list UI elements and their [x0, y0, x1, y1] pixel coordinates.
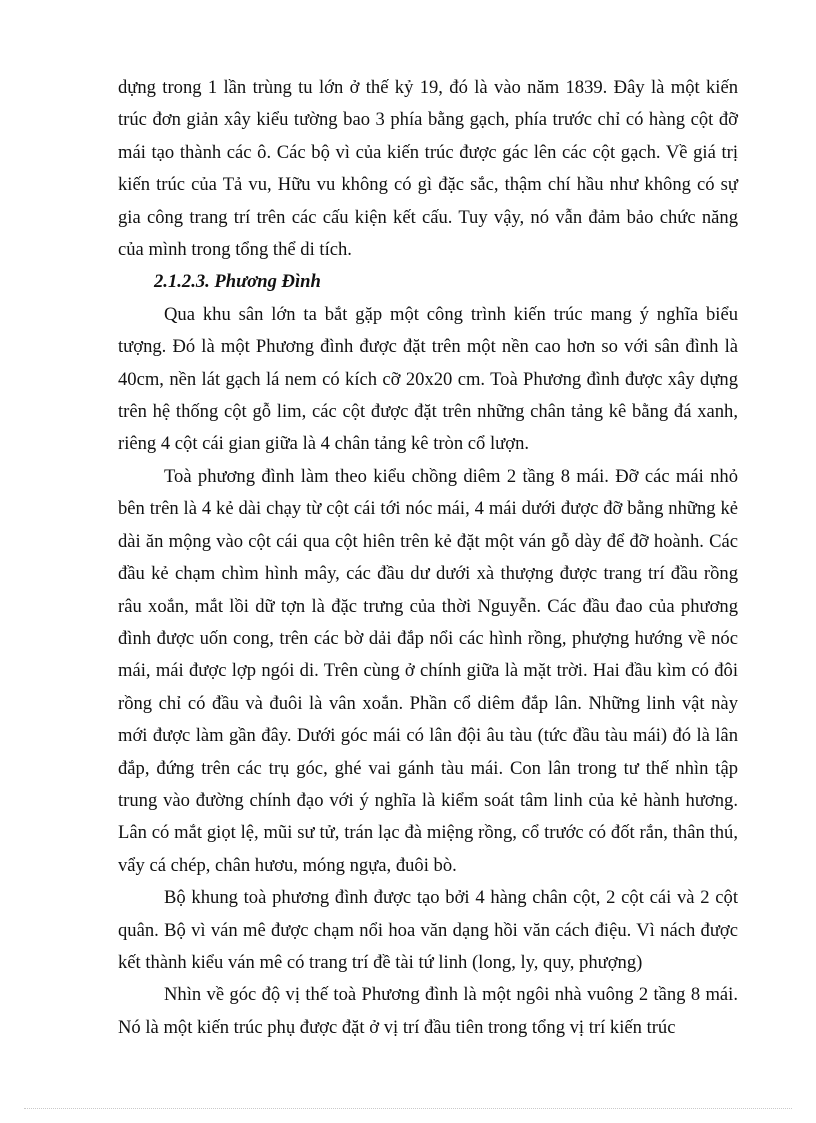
paragraph-phuong-dinh-intro: Qua khu sân lớn ta bắt gặp một công trình kiến trúc mang ý nghĩa biểu tượng. Đó là một Phương đình được đặt trên một nền cao hơn so với sân đình là 40cm, nền lát gạch lá nem có kích cỡ 20x20 cm. Toà Phương đình được xây dựng trên hệ thống cột gỗ lim, các cột được đặt trên những chân tảng kê bằng đá xanh, riêng 4 cột cái gian giữa là 4 chân tảng kê tròn cổ lượn. [118, 303, 738, 455]
paragraph-phuong-dinh-roof: Toà phương đình làm theo kiểu chồng diêm 2 tầng 8 mái. Đỡ các mái nhỏ bên trên là 4 kẻ dài chạy từ cột cái tới nóc mái, 4 mái dưới được đỡ bằng những kẻ dài ăn mộng vào cột cái qua cột hiên trên kẻ đặt một ván gỗ dày để đỡ hoành. Các đầu kẻ chạm chìm hình mây, các đầu dư dưới xà thượng được trang trí đầu rồng râu xoắn, mắt lồi dữ tợn là đặc trưng của thời Nguyễn. Các đầu đao của phương đình được uốn cong, trên các bờ dải đắp nổi các hình rồng, phượng hướng về nóc mái, mái được lợp ngói di. Trên cùng ở chính giữa là mặt trời. Hai đầu kìm có đôi rồng chỉ có đầu và đuôi là vân xoắn. Phần cổ diêm đắp lân. Những linh vật này mới được làm gần đây. Dưới góc mái có lân đội âu tàu (tức đầu tàu mái) đó là lân đắp, đứng trên các trụ góc, ghé vai gánh tàu mái. Con lân trong tư thế nhìn tập trung vào đường chính đạo với ý nghĩa là kiểm soát tâm linh của kẻ hành hương. Lân có mắt giọt lệ, mũi sư tử, trán lạc đà miệng rồng, cổ trước có đốt rắn, thân thú, vẩy cá chép, chân hươu, móng ngựa, đuôi bò. [118, 465, 738, 876]
document-body [118, 72, 738, 1044]
paragraph-ta-huu-vu: dựng trong 1 lần trùng tu lớn ở thế kỷ 19, đó là vào năm 1839. Đây là một kiến trúc đơn giản xây kiểu tường bao 3 phía bằng gạch, phía trước chỉ có hàng cột đỡ mái tạo thành các ô. Các bộ vì của kiến trúc được gác lên các cột gạch. Về giá trị kiến trúc của Tả vu, Hữu vu không có gì đặc sắc, thậm chí hầu như không có sự gia công trang trí trên các cấu kiện kết cấu. Tuy vậy, nó vẫn đảm bảo chức năng của mình trong tổng thể di tích. [118, 77, 738, 261]
paragraph-phuong-dinh-frame: Bộ khung toà phương đình được tạo bởi 4 hàng chân cột, 2 cột cái và 2 cột quân. Bộ vì ván mê được chạm nổi hoa văn dạng hồi văn cách điệu. Vì nách được kết thành kiểu ván mê có trang trí đề tài tứ linh (long, ly, quy, phượng) [118, 887, 738, 973]
section-heading-phuong-dinh: 2.1.2.3. Phương Đình [154, 271, 321, 293]
paragraph-phuong-dinh-position: Nhìn về góc độ vị thế toà Phương đình là một ngôi nhà vuông 2 tầng 8 mái. Nó là một kiến trúc phụ được đặt ở vị trí đầu tiên trong tổng vị trí kiến trúc [118, 984, 738, 1038]
footer-divider [24, 1108, 792, 1109]
